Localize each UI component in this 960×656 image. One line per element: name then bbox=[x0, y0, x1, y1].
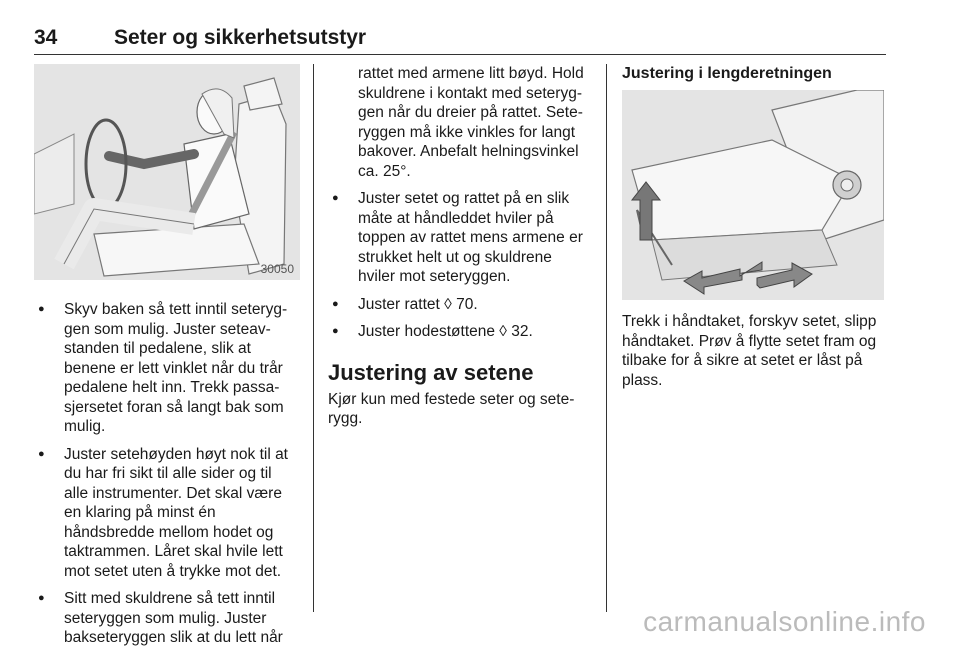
column-divider-2 bbox=[606, 64, 607, 612]
adjustment-text: Trekk i håndtaket, forskyv setet, slipp håndtaket. Prøv å flytte setet fram og tilbake for å sikre at setet er låst på plass. bbox=[622, 313, 877, 389]
column-right bbox=[622, 64, 888, 390]
list-item: ● Juster setehøyden høyt nok til at du har fri sikt til alle sider og til alle instrumenter. Det skal være en klaring på minst én håndsbredde mellom hodet og taktrammen. Låret skal hvile lett mot setet uten å trykke mot det. bbox=[34, 445, 300, 582]
list-item: ● Juster hodestøttene ◊ 32. bbox=[328, 322, 588, 342]
page-header bbox=[34, 26, 886, 55]
adjustment-list bbox=[328, 189, 588, 342]
driver-seated-icon bbox=[34, 64, 300, 280]
seat-adjustment-illustration bbox=[622, 90, 884, 300]
subheading: Justering i lengderetningen bbox=[622, 65, 832, 82]
page-title: Seter og sikkerhetsutstyr bbox=[114, 26, 367, 49]
list-item: ● Juster rattet ◊ 70. bbox=[328, 295, 588, 315]
page-number: 34 bbox=[34, 26, 58, 49]
driver-seating-illustration bbox=[34, 64, 300, 280]
list-item: ● Skyv baken så tett inntil seteryg-gen som mulig. Juster seteav-standen til pedalene, slik at benene er lett vinklet når du trår pedalene helt inn. Trekk passa-sjersetet foran så langt bak som mulig. bbox=[34, 300, 300, 437]
seating-instructions-list bbox=[34, 300, 300, 648]
column-middle bbox=[328, 64, 588, 429]
section-text: Kjør kun med festede seter og sete-rygg. bbox=[328, 390, 575, 427]
column-divider-1 bbox=[313, 64, 314, 612]
list-item: ● Sitt med skuldrene så tett inntil seteryggen som mulig. Juster bakseteryggen slik at du lett når bbox=[34, 589, 300, 648]
continued-text: rattet med armene litt bøyd. Hold skuldrene i kontakt med seteryg-gen når du dreier på rattet. Sete-ryggen må ikke vinkles for langt bakover. Anbefalt helningsvinkel ca. 25°. bbox=[358, 65, 584, 180]
section-title: Justering av setene bbox=[328, 359, 534, 385]
list-item: ● Juster setet og rattet på en slik måte at håndleddet hviler på toppen av rattet mens armene er strukket helt ut og skuldrene hviler mot seteryggen. bbox=[328, 189, 588, 287]
seat-lever-icon bbox=[622, 90, 884, 300]
figure-number: 30050 bbox=[260, 262, 294, 276]
watermark: carmanualsonline.info bbox=[643, 606, 926, 637]
column-left bbox=[34, 64, 300, 656]
